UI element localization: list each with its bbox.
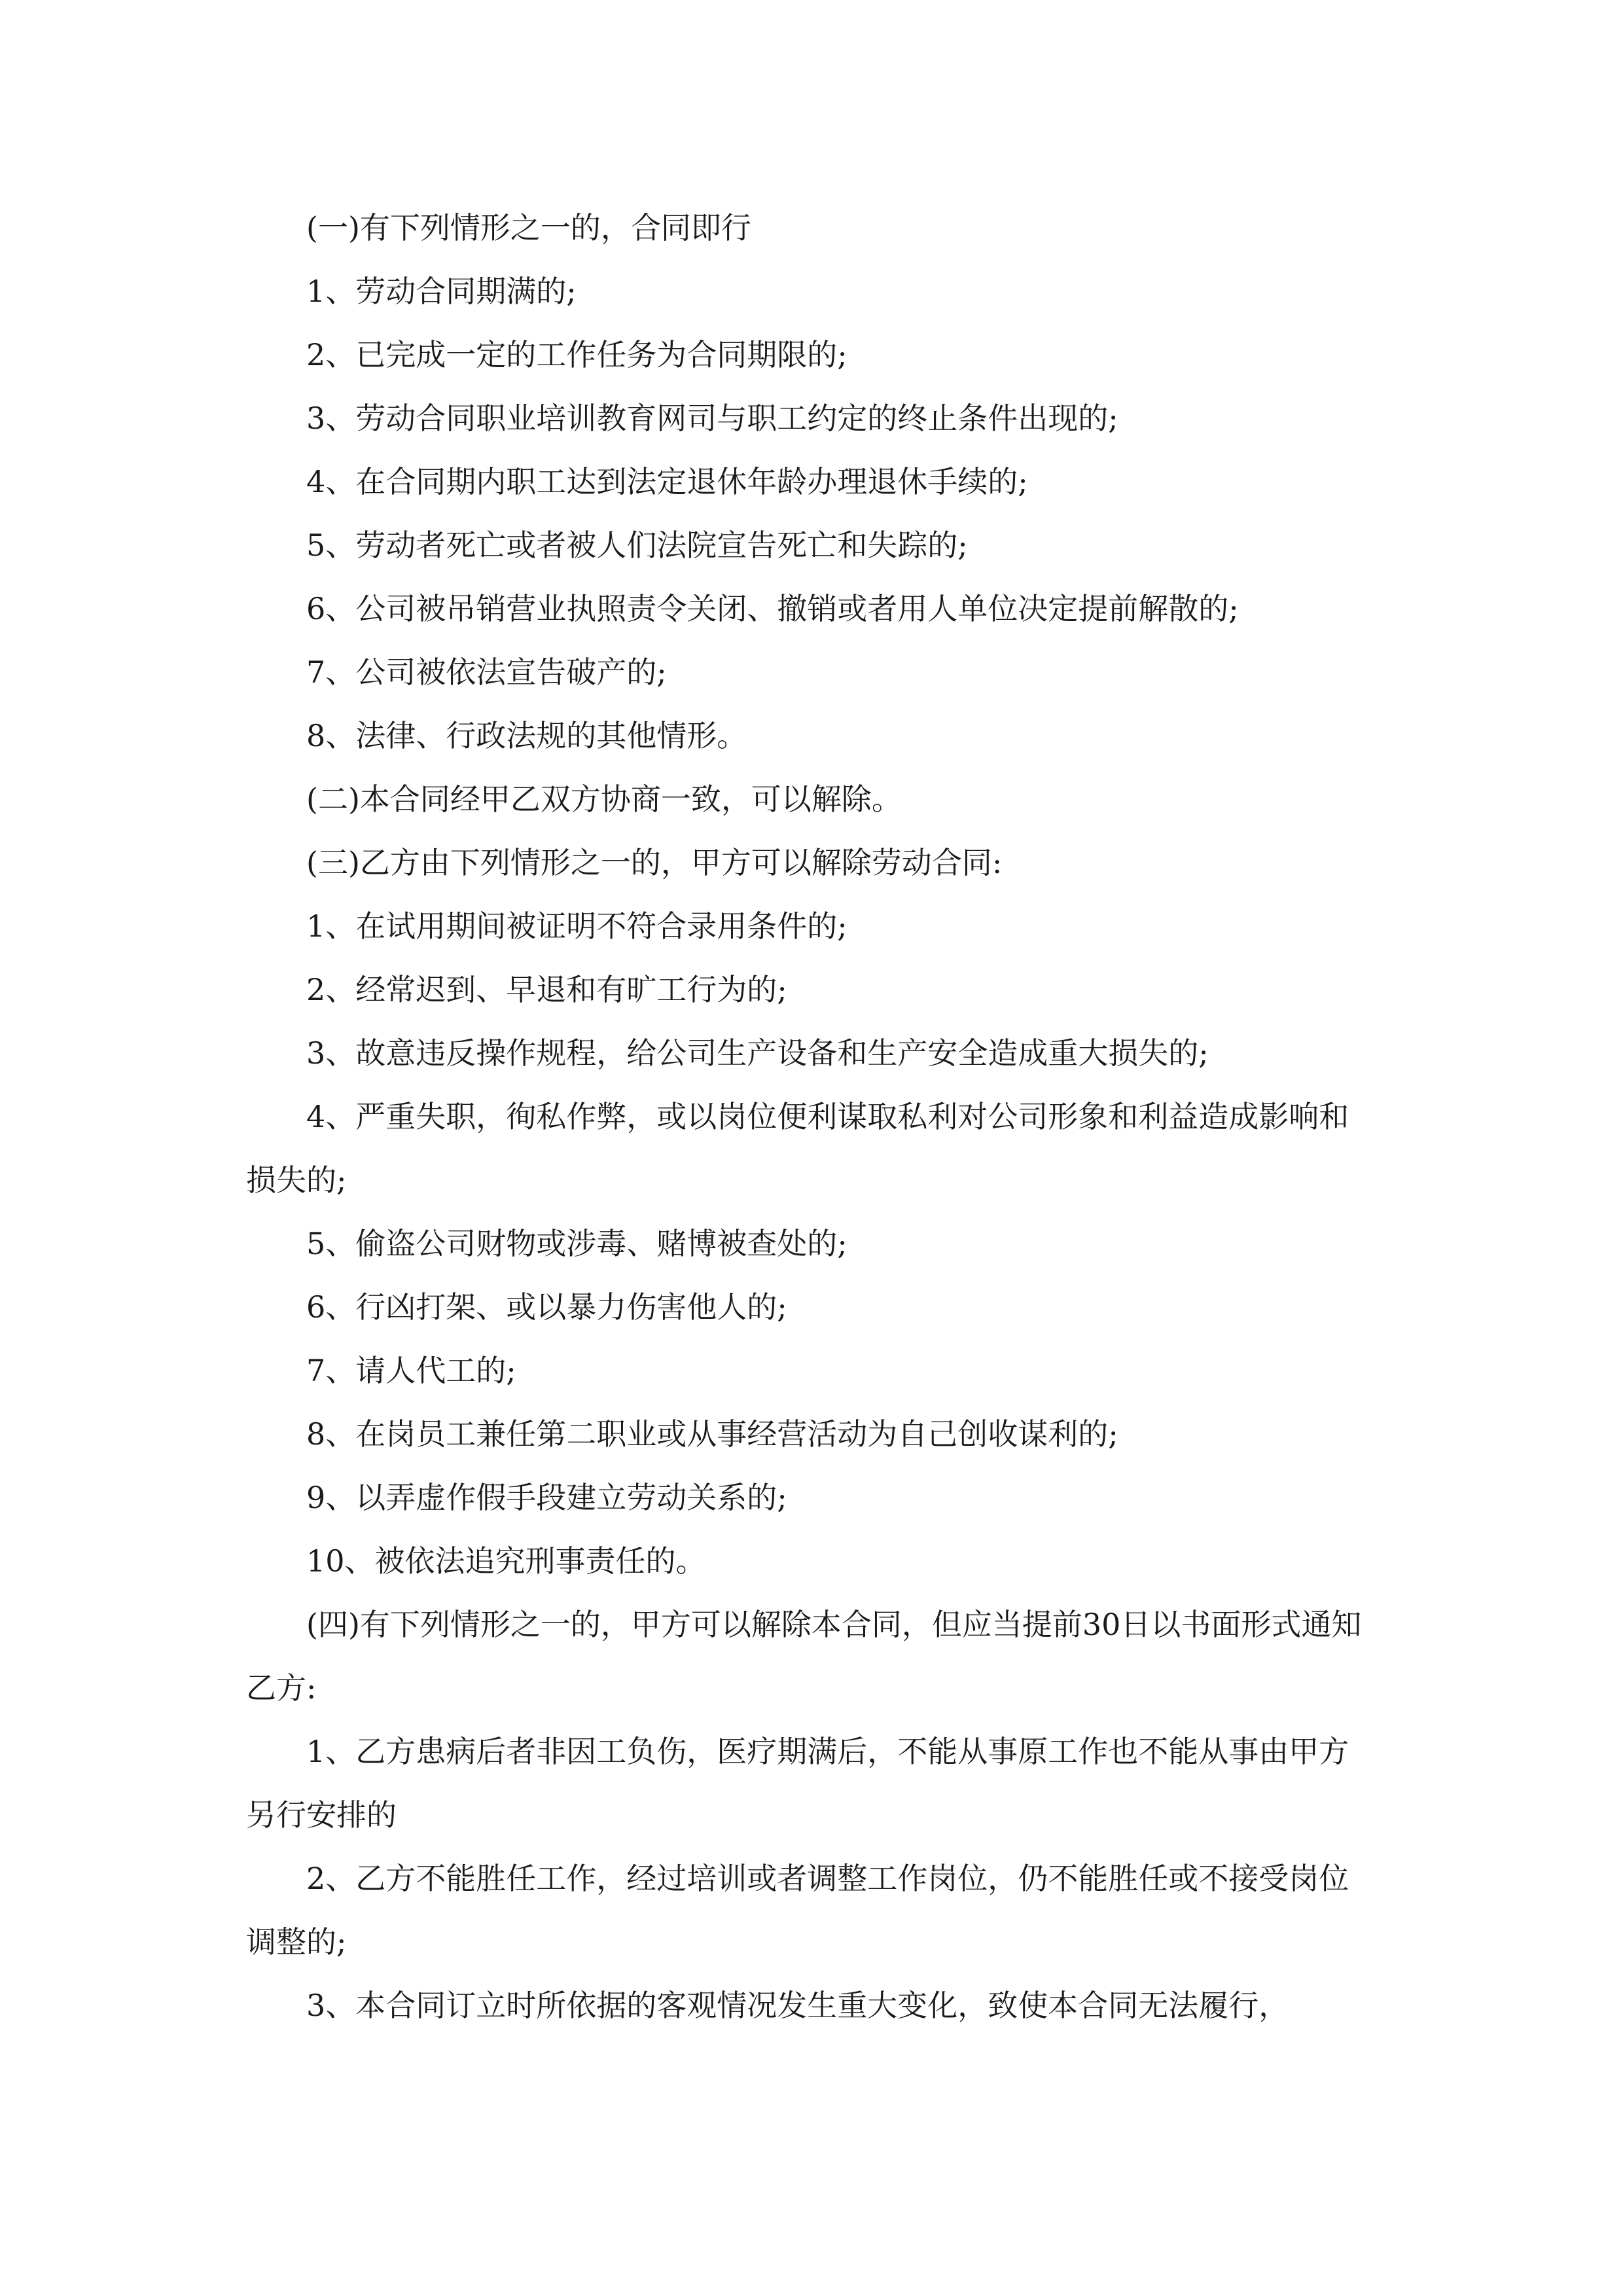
paragraph: 1、乙方患病后者非因工负伤，医疗期满后，不能从事原工作也不能从事由甲方另行安排的	[246, 1734, 1349, 1833]
paragraph: (一)有下列情形之一的，合同即行	[306, 210, 751, 245]
paragraph: 6、行凶打架、或以暴力伤害他人的;	[306, 1289, 787, 1325]
paragraph: 2、已完成一定的工作任务为合同期限的;	[306, 337, 847, 372]
paragraph: 10、被依法追究刑事责任的。	[306, 1543, 706, 1579]
paragraph: (四)有下列情形之一的，甲方可以解除本合同，但应当提前30日以书面形式通知乙方:	[246, 1607, 1362, 1706]
paragraph: 9、以弄虚作假手段建立劳动关系的;	[306, 1480, 787, 1515]
paragraph: (三)乙方由下列情形之一的，甲方可以解除劳动合同:	[306, 845, 1003, 880]
paragraph: 7、请人代工的;	[306, 1353, 516, 1388]
paragraph: 3、劳动合同职业培训教育网司与职工约定的终止条件出现的;	[306, 401, 1118, 436]
paragraph: 6、公司被吊销营业执照责令关闭、撤销或者用人单位决定提前解散的;	[306, 591, 1239, 626]
paragraph: 2、经常迟到、早退和有旷工行为的;	[306, 972, 787, 1007]
document-body	[246, 196, 1378, 2037]
paragraph: 4、在合同期内职工达到法定退休年龄办理退休手续的;	[306, 464, 1028, 499]
paragraph: 1、劳动合同期满的;	[306, 274, 577, 309]
paragraph: 1、在试用期间被证明不符合录用条件的;	[306, 908, 847, 944]
paragraph: 8、在岗员工兼任第二职业或从事经营活动为自己创收谋利的;	[306, 1416, 1118, 1452]
paragraph: (二)本合同经甲乙双方协商一致，可以解除。	[306, 781, 902, 817]
paragraph: 3、本合同订立时所依据的客观情况发生重大变化，致使本合同无法履行，	[306, 1988, 1289, 2023]
paragraph: 7、公司被依法宣告破产的;	[306, 655, 667, 690]
paragraph: 8、法律、行政法规的其他情形。	[306, 718, 747, 753]
paragraph: 5、偷盗公司财物或涉毒、赌博被查处的;	[306, 1226, 847, 1261]
paragraph: 3、故意违反操作规程，给公司生产设备和生产安全造成重大损失的;	[306, 1035, 1209, 1071]
paragraph: 2、乙方不能胜任工作，经过培训或者调整工作岗位，仍不能胜任或不接受岗位调整的;	[246, 1861, 1349, 1960]
paragraph: 4、严重失职，徇私作弊，或以岗位便利谋取私利对公司形象和利益造成影响和损失的;	[246, 1099, 1349, 1198]
paragraph: 5、劳动者死亡或者被人们法院宣告死亡和失踪的;	[306, 528, 968, 563]
